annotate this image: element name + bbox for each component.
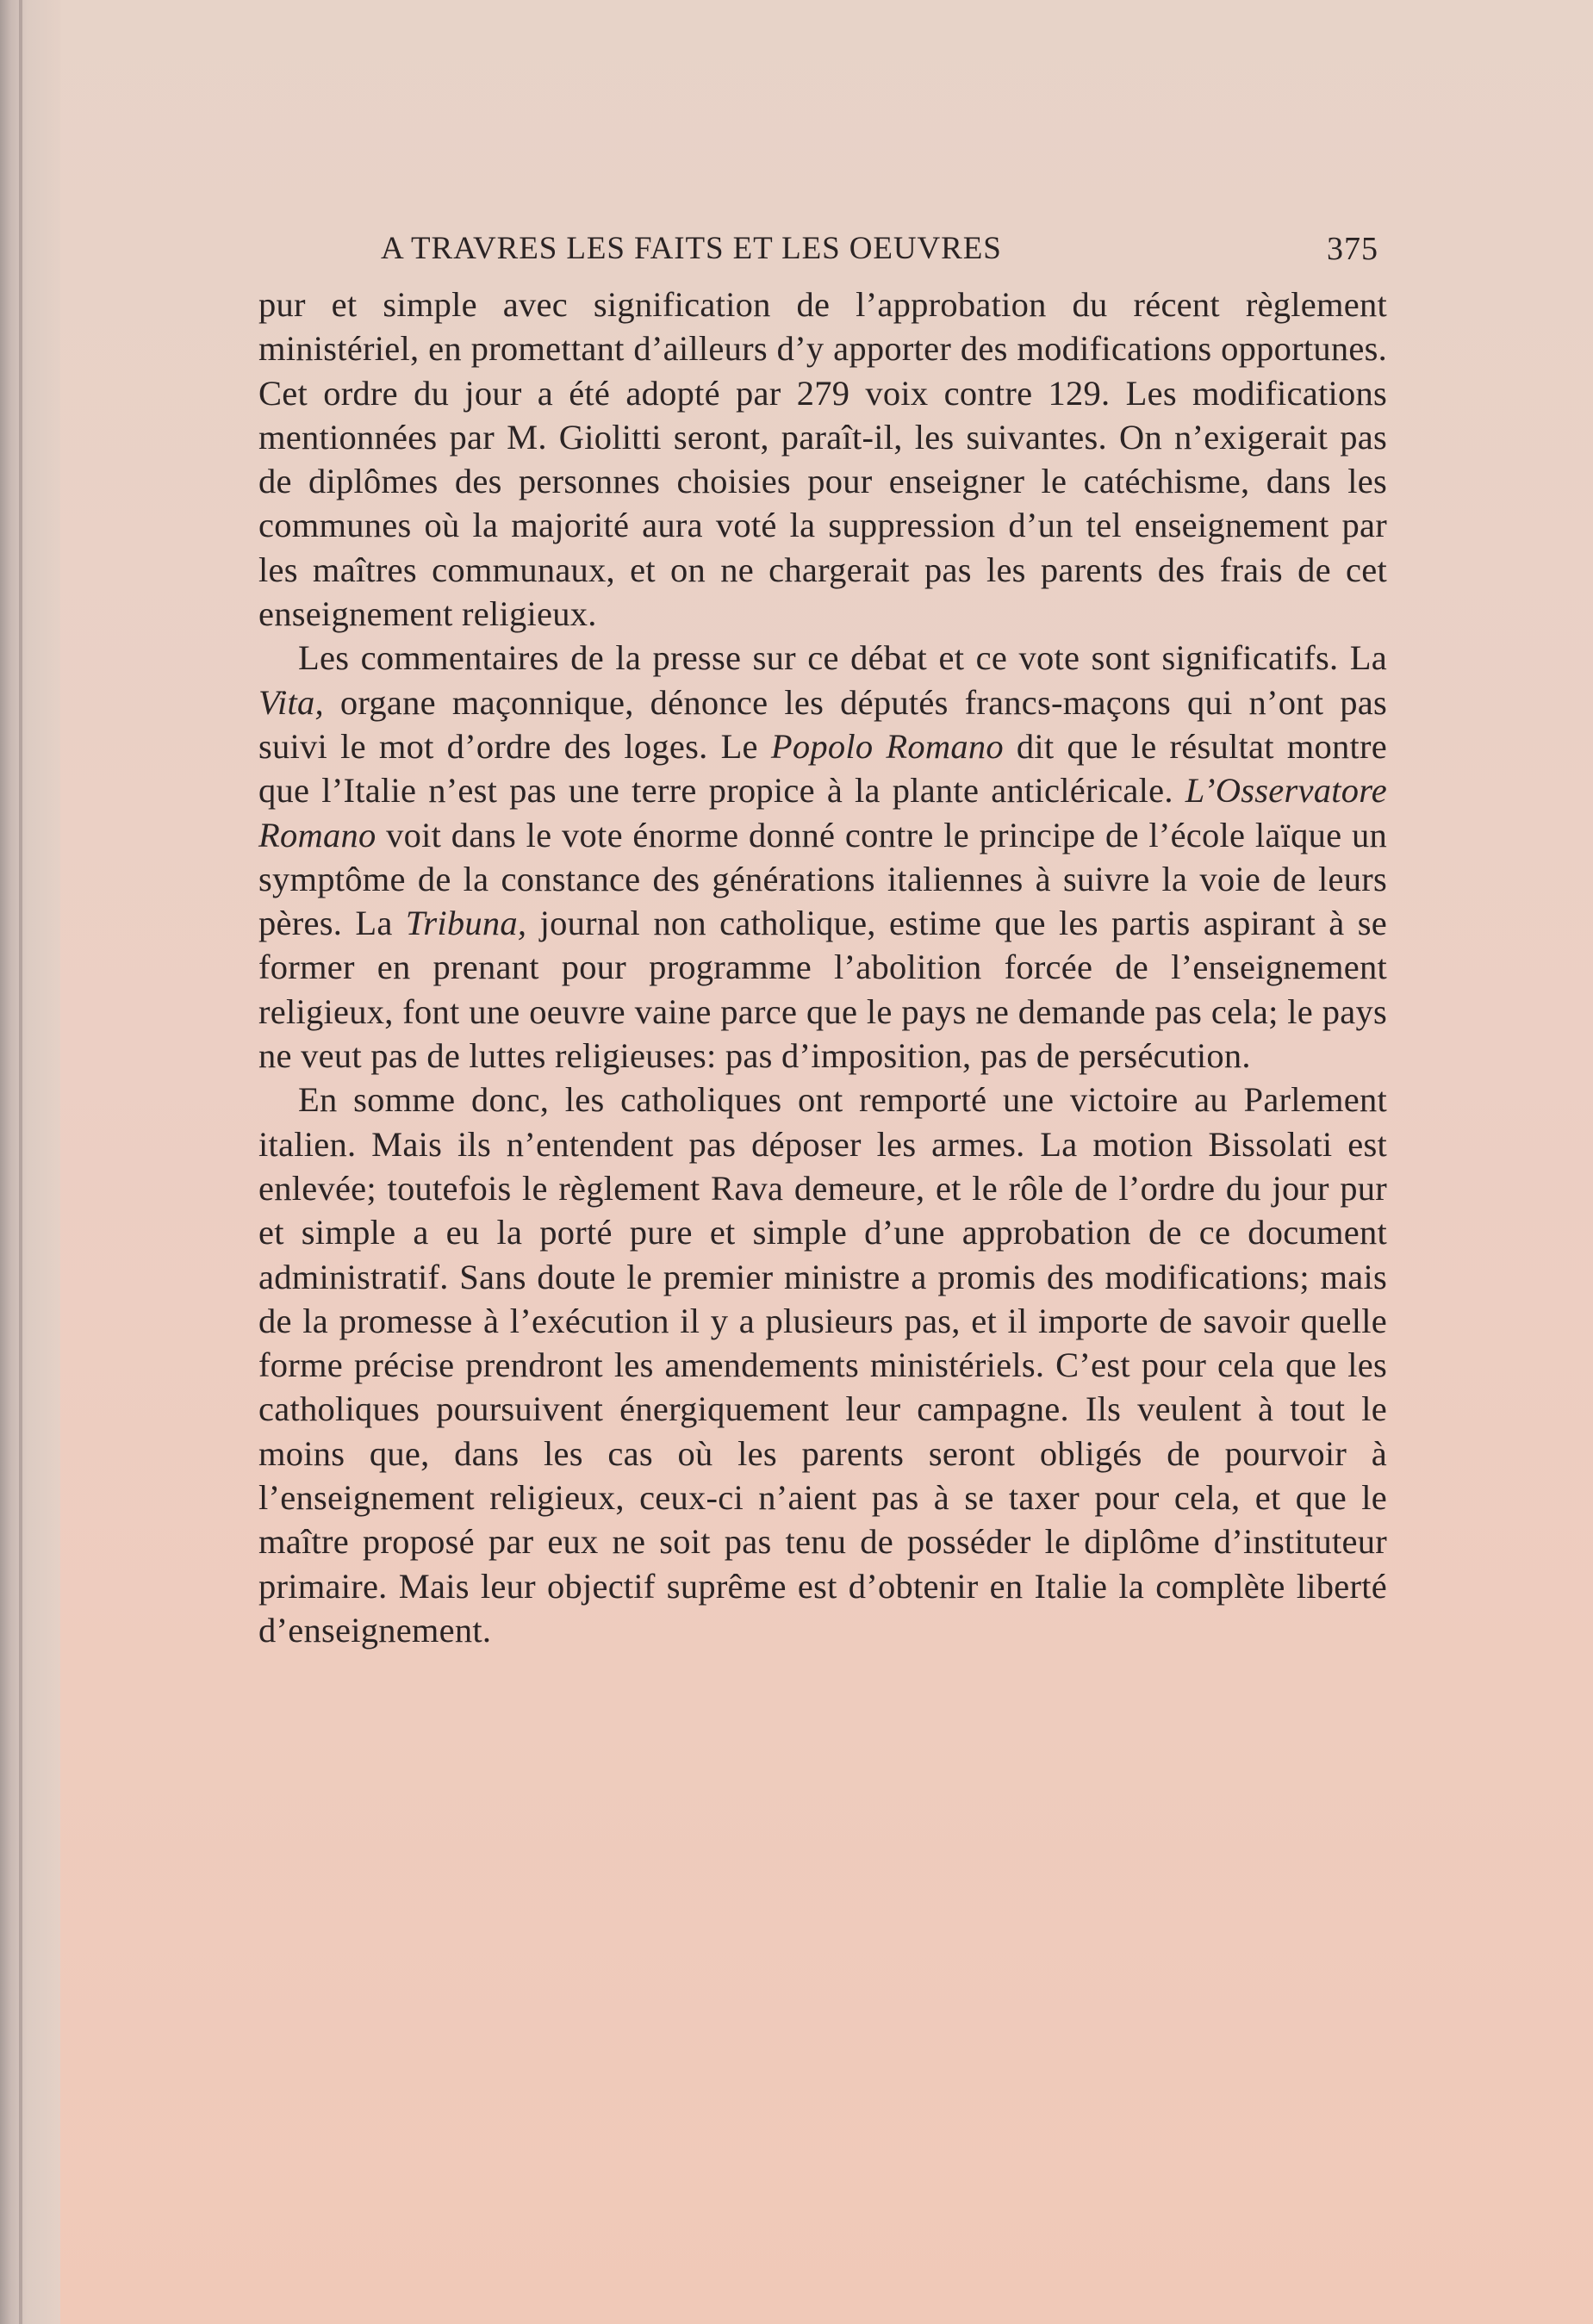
text-run: Les commentaires de la presse sur ce débat et ce vote sont significatifs. La: [298, 638, 1387, 678]
binding-shadow-line: [19, 0, 22, 2324]
paragraph-2: [258, 636, 1387, 1078]
newspaper-title-popolo-romano: Popolo Romano: [770, 726, 1004, 766]
text-run: pur et simple avec signification de l’approbation du récent règlement ministériel, en promettant d’ailleurs d’y apporter des modifications opportunes. Cet ordre du jour a été adopté par 279 voix contre 129. Les modifications mentionnées par M. Giolitti seront, paraît-il, les suivantes. On n’exigerait pas de diplômes des personnes choisies pour enseigner le catéchisme, dans les communes où la majorité aura voté la suppression d’un tel enseignement par les maîtres communaux, et on ne chargerait pas les parents des frais de cet enseignement religieux.: [258, 285, 1387, 634]
newspaper-title-vita: Vita,: [258, 682, 324, 722]
text-run: voit dans le vote énorme donné contre le principe de l’école laïque un symptôme de la constance des générations italiennes à suivre la voie de leurs pères. La: [258, 815, 1387, 943]
paragraph-1: [258, 283, 1387, 636]
newspaper-title-tribuna: Tribuna,: [405, 904, 527, 943]
binding-gutter: [0, 0, 60, 2324]
text-run: organe maçonnique, dénonce les députés francs-maçons qui n’ont pas suivi le mot d’ordre des loges. Le: [258, 682, 1387, 766]
running-head: [258, 220, 1387, 280]
running-title: A TRAVRES LES FAITS ET LES OEUVRES: [381, 231, 1002, 266]
body-text: [258, 283, 1387, 1652]
text-run: dit que le résultat montre que l’Italie n’est pas une terre propice à la plante anticléricale.: [258, 726, 1387, 811]
page-number: 375: [1327, 231, 1378, 267]
newspaper-title-osservatore-romano: L’Osservatore Romano: [258, 771, 1387, 854]
text-run: En somme donc, les catholiques ont remporté une victoire au Parlement italien. Mais ils n’entendent pas déposer les armes. La motion Bissolati est enlevée; toutefois le règlement Rava demeure, et le rôle de l’ordre du jour pur et simple a eu la porté pure et simple d’une approbation de ce document administratif. Sans doute le premier ministre a promis des modifications; mais de la promesse à l’exécution il y a plusieurs pas, et il importe de savoir quelle forme précise prendront les amendements ministériels. C’est pour cela que les catholiques poursuivent énergiquement leur campagne. Ils veulent à tout le moins que, dans les cas où les parents seront obligés de pourvoir à l’enseignement religieux, ceux-ci n’aient pas à se taxer pour cela, et que le maître proposé par eux ne soit pas tenu de posséder le diplôme d’instituteur primaire. Mais leur objectif suprême est d’obtenir en Italie la complète liberté d’enseignement.: [258, 1080, 1387, 1650]
book-page: [258, 220, 1387, 1652]
text-run: journal non catholique, estime que les partis aspirant à se former en prenant pour programme l’abolition forcée de l’enseignement religieux, font une oeuvre vaine parce que le pays ne demande pas cela; le pays ne veut pas de luttes religieuses: pas d’imposition, pas de persécution.: [258, 904, 1387, 1076]
paragraph-3: [258, 1078, 1387, 1652]
